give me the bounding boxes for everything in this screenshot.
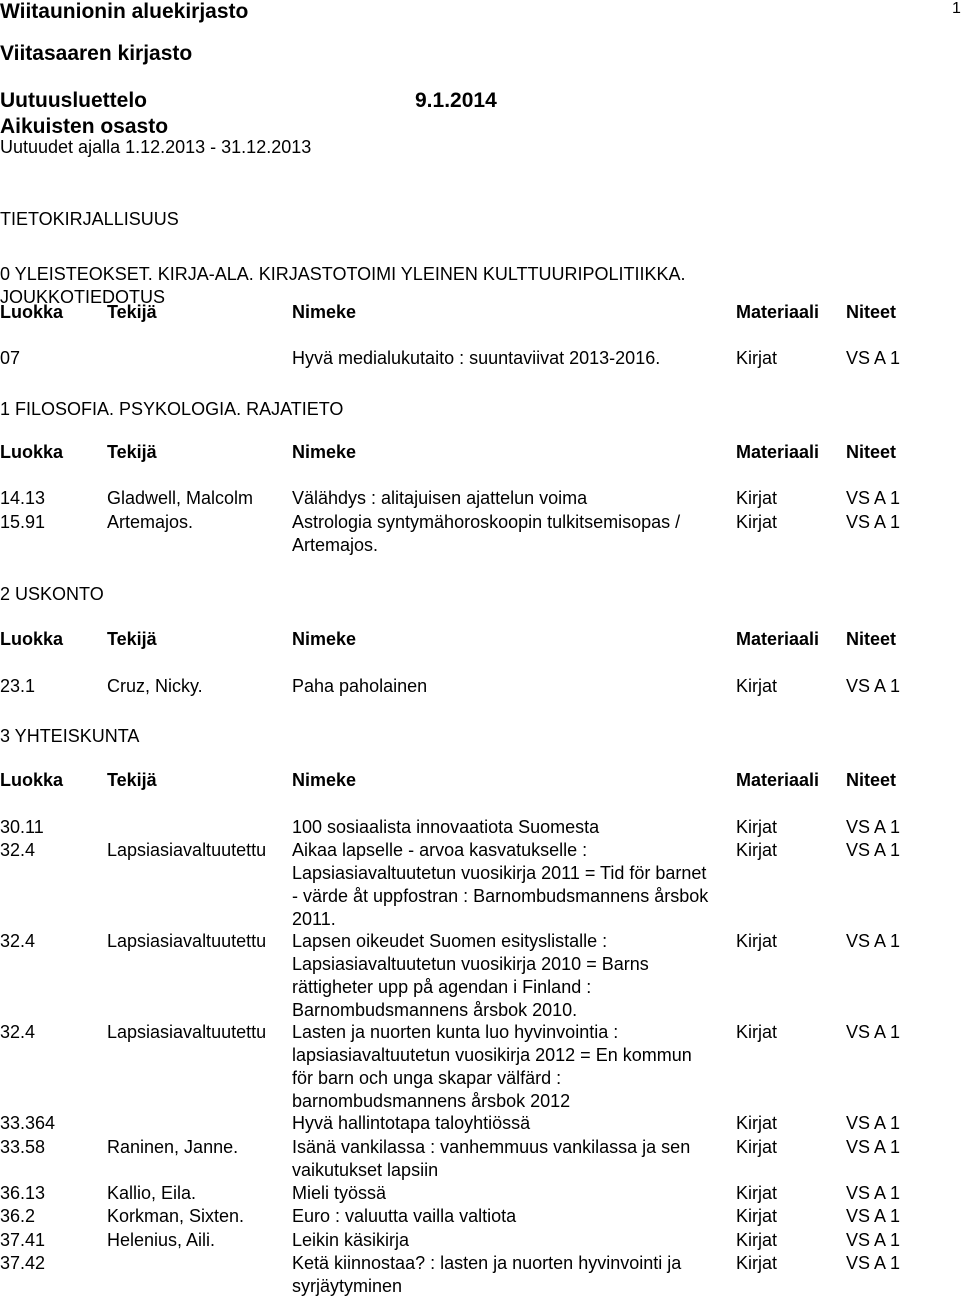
cell-luokka: 07 (0, 348, 21, 368)
column-header-luokka: Luokka (0, 629, 64, 649)
cell-materiaali: Kirjat (736, 512, 778, 532)
column-header-tekija: Tekijä (107, 442, 157, 462)
cell-nimeke: Astrologia syntymähoroskoopin tulkitsemisopas / Artemajos. (292, 512, 681, 555)
column-header-materiaali: Materiaali (736, 302, 820, 322)
cell-luokka: 15.91 (0, 512, 46, 532)
cell-luokka: 33.58 (0, 1137, 46, 1157)
column-header-tekija: Tekijä (107, 629, 157, 649)
column-header-luokka: Luokka (0, 442, 64, 462)
cell-tekija: Lapsiasiavaltuutettu (107, 840, 267, 860)
section-title: 2 USKONTO (0, 584, 104, 604)
cell-luokka: 23.1 (0, 676, 36, 696)
cell-materiaali: Kirjat (736, 1253, 778, 1273)
cell-tekija: Lapsiasiavaltuutettu (107, 931, 267, 951)
column-header-row (0, 629, 960, 653)
cell-tekija: Helenius, Aili. (107, 1230, 216, 1250)
cell-nimeke: Lapsen oikeudet Suomen esityslistalle : Lapsiasiavaltuutetun vuosikirja 2010 = Barns rättigheter upp på agendan i Finland : Barnombudsmannens årsbok 2010. (292, 931, 649, 1020)
cell-materiaali: Kirjat (736, 1022, 778, 1042)
list-title: Uutuusluettelo (0, 89, 147, 112)
column-header-niteet: Niteet (846, 442, 897, 462)
column-header-materiaali: Materiaali (736, 442, 820, 462)
column-header-nimeke: Nimeke (292, 302, 357, 322)
cell-tekija: Kallio, Eila. (107, 1183, 197, 1203)
table-row (0, 487, 960, 510)
cell-niteet: VS A 1 (846, 817, 901, 837)
table-row (0, 1252, 960, 1298)
cell-materiaali: Kirjat (736, 488, 778, 508)
table-row (0, 675, 960, 698)
column-header-nimeke: Nimeke (292, 629, 357, 649)
cell-nimeke: Paha paholainen (292, 676, 428, 696)
cell-nimeke: Lasten ja nuorten kunta luo hyvinvointia : lapsiasiavaltuutetun vuosikirja 2012 = En kommun för barn och unga skapar välfärd : barnombudsmannens årsbok 2012 (292, 1022, 692, 1111)
cell-luokka: 33.364 (0, 1113, 56, 1133)
cell-materiaali: Kirjat (736, 1183, 778, 1203)
page-number: 1 (952, 0, 961, 17)
cell-tekija: Korkman, Sixten. (107, 1206, 245, 1226)
column-header-materiaali: Materiaali (736, 770, 820, 790)
cell-materiaali: Kirjat (736, 348, 778, 368)
column-header-niteet: Niteet (846, 629, 897, 649)
cell-materiaali: Kirjat (736, 1113, 778, 1133)
cell-luokka: 32.4 (0, 931, 36, 951)
table-row (0, 1136, 960, 1182)
cell-tekija: Artemajos. (107, 512, 194, 532)
table-row (0, 1182, 960, 1205)
cell-nimeke: Isänä vankilassa : vanhemmuus vankilassa ja sen vaikutukset lapsiin (292, 1137, 691, 1180)
column-header-tekija: Tekijä (107, 302, 157, 322)
column-header-row (0, 770, 960, 794)
table-row (0, 1205, 960, 1228)
cell-nimeke: 100 sosiaalista innovaatiota Suomesta (292, 817, 600, 837)
date-range: Uutuudet ajalla 1.12.2013 - 31.12.2013 (0, 137, 312, 157)
cell-materiaali: Kirjat (736, 1137, 778, 1157)
cell-luokka: 36.13 (0, 1183, 46, 1203)
column-header-row (0, 302, 960, 326)
column-header-luokka: Luokka (0, 302, 64, 322)
table-row (0, 1112, 960, 1135)
cell-tekija: Raninen, Janne. (107, 1137, 239, 1157)
column-header-niteet: Niteet (846, 770, 897, 790)
column-header-niteet: Niteet (846, 302, 897, 322)
column-header-row (0, 442, 960, 466)
cell-tekija: Cruz, Nicky. (107, 676, 203, 696)
column-header-materiaali: Materiaali (736, 629, 820, 649)
cell-luokka: 37.42 (0, 1253, 46, 1273)
cell-nimeke: Välähdys : alitajuisen ajattelun voima (292, 488, 588, 508)
cell-luokka: 36.2 (0, 1206, 36, 1226)
cell-niteet: VS A 1 (846, 1113, 901, 1133)
cell-materiaali: Kirjat (736, 817, 778, 837)
column-header-tekija: Tekijä (107, 770, 157, 790)
cell-niteet: VS A 1 (846, 1183, 901, 1203)
cell-niteet: VS A 1 (846, 512, 901, 532)
cell-materiaali: Kirjat (736, 931, 778, 951)
list-date: 9.1.2014 (415, 89, 497, 112)
cell-nimeke: Hyvä medialukutaito : suuntaviivat 2013-2016. (292, 348, 661, 368)
cell-materiaali: Kirjat (736, 1206, 778, 1226)
library-name: Viitasaaren kirjasto (0, 42, 193, 65)
cell-nimeke: Mieli työssä (292, 1183, 387, 1203)
cell-niteet: VS A 1 (846, 348, 901, 368)
cell-nimeke: Aikaa lapselle - arvoa kasvatukselle : Lapsiasiavaltuutetun vuosikirja 2011 = Tid för barnet - värde åt uppfostran : Barnombudsmannens årsbok 2011. (292, 840, 709, 929)
category-title: TIETOKIRJALLISUUS (0, 209, 179, 229)
organization-name: Wiitaunionin aluekirjasto (0, 0, 249, 23)
cell-tekija: Gladwell, Malcolm (107, 488, 254, 508)
cell-nimeke: Leikin käsikirja (292, 1230, 410, 1250)
table-row (0, 1229, 960, 1252)
cell-nimeke: Hyvä hallintotapa taloyhtiössä (292, 1113, 531, 1133)
table-row (0, 816, 960, 839)
cell-luokka: 37.41 (0, 1230, 46, 1250)
cell-materiaali: Kirjat (736, 1230, 778, 1250)
section-title: 0 YLEISTEOKSET. KIRJA-ALA. KIRJASTOTOIMI YLEINEN KULTTUURIPOLITIIKKA. JOUKKOTIEDOTUS (0, 264, 686, 307)
cell-luokka: 32.4 (0, 1022, 36, 1042)
section-title: 1 FILOSOFIA. PSYKOLOGIA. RAJATIETO (0, 399, 344, 419)
table-row (0, 1021, 960, 1113)
table-row (0, 511, 960, 557)
cell-niteet: VS A 1 (846, 840, 901, 860)
cell-nimeke: Ketä kiinnostaa? : lasten ja nuorten hyvinvointi ja syrjäytyminen (292, 1253, 682, 1296)
column-header-nimeke: Nimeke (292, 770, 357, 790)
cell-materiaali: Kirjat (736, 676, 778, 696)
table-row (0, 930, 960, 1022)
cell-niteet: VS A 1 (846, 1253, 901, 1273)
cell-materiaali: Kirjat (736, 840, 778, 860)
table-row (0, 347, 960, 370)
section-title: 3 YHTEISKUNTA (0, 726, 140, 746)
cell-luokka: 14.13 (0, 488, 46, 508)
cell-niteet: VS A 1 (846, 931, 901, 951)
cell-nimeke: Euro : valuutta vailla valtiota (292, 1206, 517, 1226)
cell-niteet: VS A 1 (846, 1230, 901, 1250)
table-row (0, 839, 960, 931)
cell-niteet: VS A 1 (846, 1022, 901, 1042)
column-header-nimeke: Nimeke (292, 442, 357, 462)
cell-niteet: VS A 1 (846, 488, 901, 508)
cell-luokka: 30.11 (0, 817, 44, 837)
cell-luokka: 32.4 (0, 840, 36, 860)
department: Aikuisten osasto (0, 115, 169, 138)
cell-niteet: VS A 1 (846, 1206, 901, 1226)
cell-tekija: Lapsiasiavaltuutettu (107, 1022, 267, 1042)
column-header-luokka: Luokka (0, 770, 64, 790)
cell-niteet: VS A 1 (846, 1137, 901, 1157)
cell-niteet: VS A 1 (846, 676, 901, 696)
